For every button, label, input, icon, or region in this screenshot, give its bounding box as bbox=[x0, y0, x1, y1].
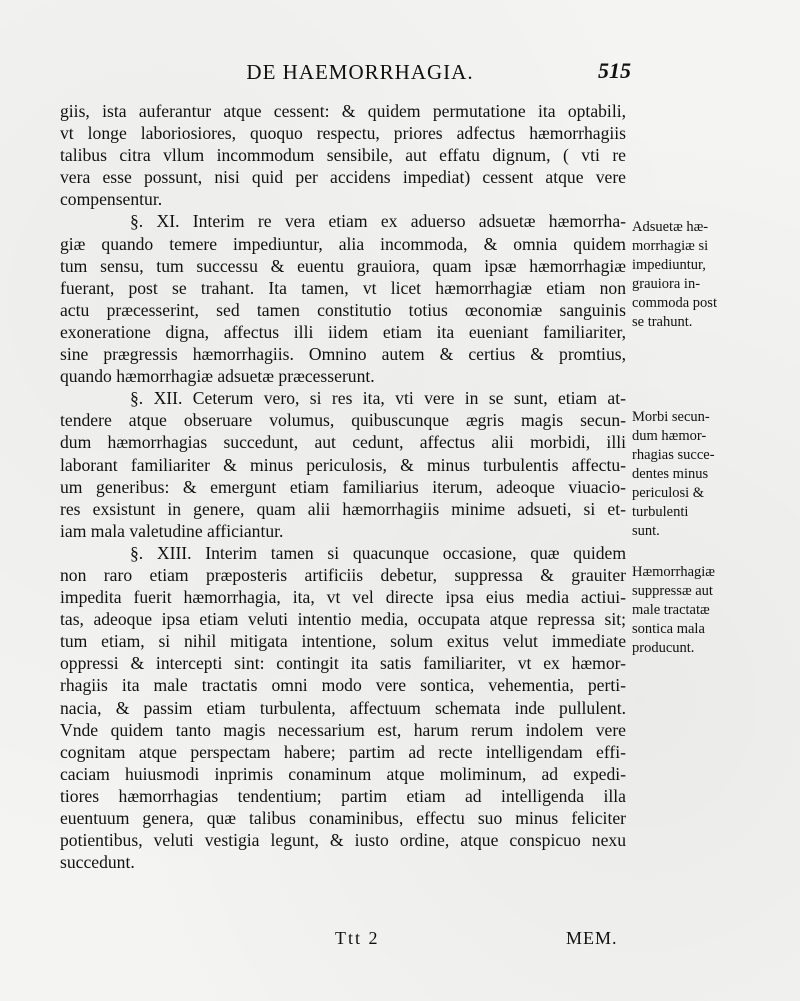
text-line: tas, adeoque ipsa etiam veluti intentio media, occupata atque repressa sit; bbox=[60, 609, 626, 630]
marginal-note-3 bbox=[632, 563, 742, 658]
text-line: giæ quando temere impediuntur, alia incommoda, & omnia quidem bbox=[60, 233, 626, 254]
marginal-line: dentes minus bbox=[632, 466, 709, 482]
marginal-note-2 bbox=[632, 408, 742, 541]
text-line: vera esse possunt, nisi quid per accidens impediat) cessent atque vere bbox=[60, 167, 626, 188]
marginal-note-1 bbox=[632, 218, 742, 332]
marginal-line: Adsuetæ hæ- bbox=[632, 219, 709, 235]
text-line: nacia, & passim etiam turbulenta, affectuum schemata inde pullulent. bbox=[60, 697, 626, 718]
marginal-line: periculosi & bbox=[632, 485, 705, 501]
text-line: §. XIII. Interim tamen si quacunque occasione, quæ quidem bbox=[130, 542, 626, 563]
marginal-line: morrhagiæ si bbox=[632, 238, 709, 254]
catchword: MEM. bbox=[566, 928, 618, 948]
text-line: talibus citra vllum incommodum sensibile, aut effatu dignum, ( vti re bbox=[60, 145, 626, 166]
marginal-line: impediuntur, bbox=[632, 257, 706, 273]
marginal-line: male tractatæ bbox=[632, 602, 710, 618]
text-line: potientibus, veluti vestigia legunt, & iusto ordine, atque conspicuo nexu bbox=[60, 830, 626, 851]
text-line: §. XI. Interim re vera etiam ex aduerso adsuetæ hæmorrha- bbox=[130, 211, 626, 232]
text-line: succedunt. bbox=[60, 852, 135, 873]
text-line: quando hæmorrhagiæ adsuetæ præcesserunt. bbox=[60, 366, 375, 387]
page-number: 515 bbox=[598, 58, 631, 83]
text-line: §. XII. Ceterum vero, si res ita, vti vere in se sunt, etiam at- bbox=[130, 388, 626, 409]
text-line: dum hæmorrhagias succedunt, aut cedunt, affectus alii morbidi, illi bbox=[60, 432, 626, 453]
marginal-line: grauiora in- bbox=[632, 276, 701, 292]
text-line: vt longe laboriosiores, quoquo respectu, priores adfectus hæmorrhagiis bbox=[60, 123, 626, 144]
text-line: giis, ista auferantur atque cessent: & quidem permutatione ita optabili, bbox=[60, 101, 626, 121]
text-line: cognitam atque perspectam habere; partim ad recte intelligendam effi- bbox=[60, 741, 626, 762]
text-line: res exsistunt in genere, quam alii hæmorrhagiis minime adsueti, si et- bbox=[60, 498, 626, 519]
marginal-line: sunt. bbox=[632, 523, 660, 539]
marginal-line: Hæmorrhagiæ bbox=[632, 564, 715, 580]
marginal-line: commoda post bbox=[632, 295, 717, 311]
signature-mark: Ttt 2 bbox=[335, 928, 380, 948]
text-line: tum sensu, tum successu & euentu grauiora, quam ipsæ hæmorrhagiæ bbox=[60, 255, 626, 276]
text-line: tum etiam, si nihil mitigata intentione, solum exitus velut immediate bbox=[60, 631, 626, 652]
marginal-line: Morbi secun- bbox=[632, 409, 710, 425]
text-line: iam mala valetudine afficiantur. bbox=[60, 520, 284, 541]
text-line: um generibus: & emergunt etiam familiarius iterum, adeoque viuacio- bbox=[60, 476, 626, 497]
running-head: DE HAEMORRHAGIA. bbox=[246, 60, 474, 84]
page-header bbox=[0, 60, 800, 90]
text-line: tendere atque obseruare volumus, quibuscunque ægris magis secun- bbox=[60, 410, 626, 431]
text-line: euentuum genera, quæ talibus conaminibus, effectu suo minus feliciter bbox=[60, 808, 626, 828]
page-footer bbox=[0, 928, 800, 958]
marginal-line: rhagias succe- bbox=[632, 447, 715, 463]
text-line: exoneratione digna, affectus illi iidem etiam ita eueniant familiariter, bbox=[60, 321, 626, 342]
text-line: oppressi & intercepti sint: contingit ita satis familiariter, vt ex hæmor- bbox=[60, 653, 626, 674]
text-line: non raro etiam præposteris artificiis debetur, suppressa & grauiter bbox=[60, 564, 626, 585]
marginal-line: producunt. bbox=[632, 640, 695, 656]
text-line: actu præcesserint, sed tamen constitutio totius œconomiæ sanguinis bbox=[60, 299, 626, 320]
marginal-line: sontica mala bbox=[632, 621, 705, 637]
text-line: rhagiis ita male tractatis omni modo vere sontica, vehementia, perti- bbox=[60, 675, 626, 696]
text-line: Vnde quidem tanto magis necessarium est, harum rerum indolem vere bbox=[60, 719, 626, 740]
marginal-line: turbulenti bbox=[632, 504, 689, 520]
text-line: impedita fuerit hæmorrhagia, ita, vt vel directe ipsa eius media actiui- bbox=[60, 587, 626, 608]
text-line: caciam huiusmodi inprimis conaminum atque moliminum, ad expedi- bbox=[60, 763, 626, 784]
text-line: compensentur. bbox=[60, 189, 163, 210]
marginal-line: suppressæ aut bbox=[632, 583, 713, 599]
marginal-line: dum hæmor- bbox=[632, 428, 707, 444]
text-line: fuerant, post se trahant. Ita tamen, vt licet hæmorrhagiæ etiam non bbox=[60, 277, 626, 298]
text-line: tiores hæmorrhagias tendentium; partim etiam ad intelligenda illa bbox=[60, 785, 626, 806]
text-line: laborant familiariter & minus periculosis, & minus turbulentis affectu- bbox=[60, 454, 626, 475]
main-text bbox=[60, 100, 626, 873]
marginal-line: se trahunt. bbox=[632, 314, 693, 330]
text-line: sine prægressis hæmorrhagiis. Omnino autem & certius & promtius, bbox=[60, 344, 626, 365]
